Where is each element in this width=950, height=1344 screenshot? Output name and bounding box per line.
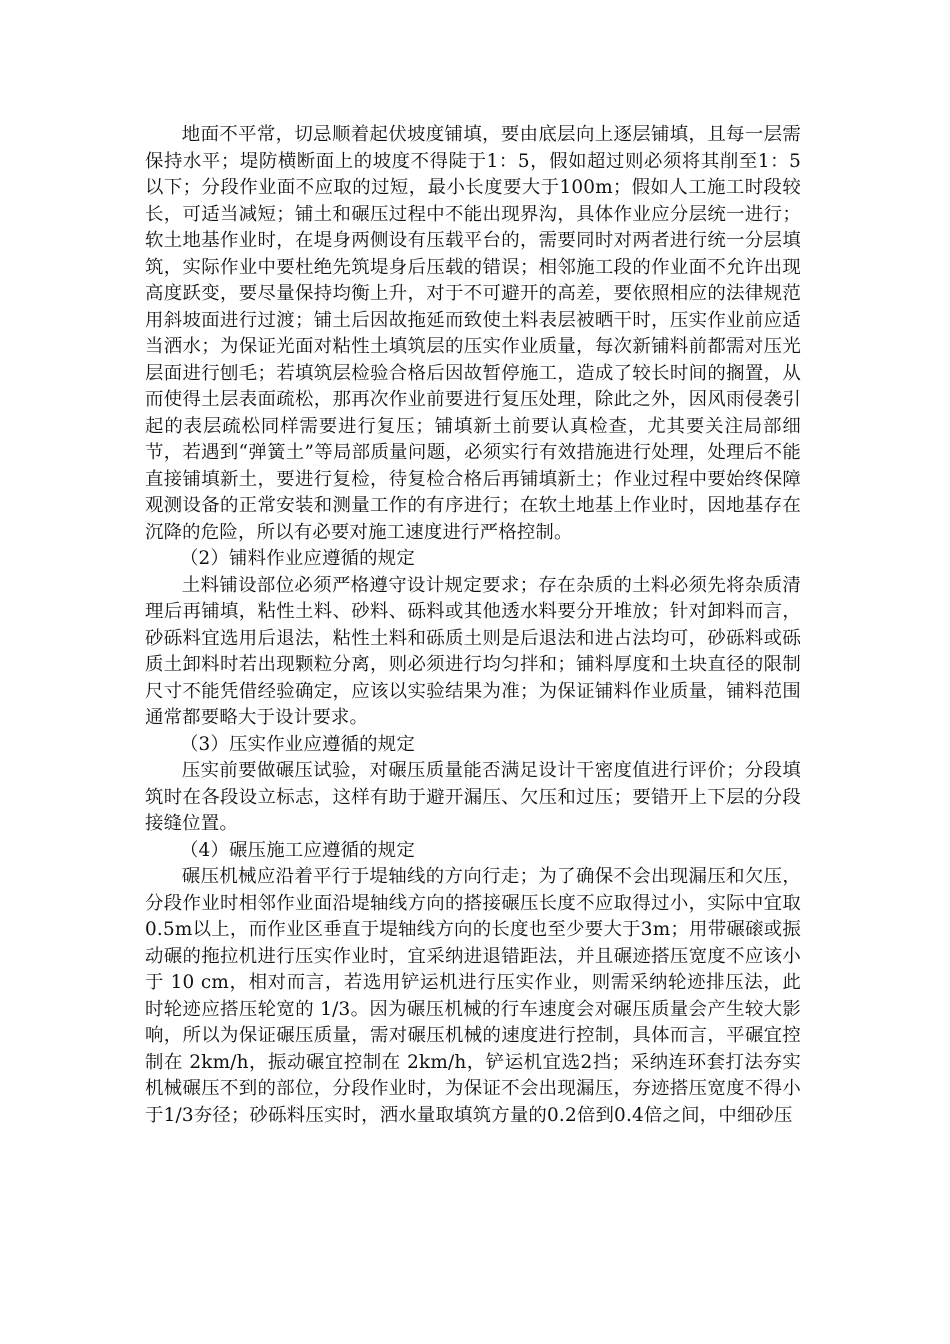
body-paragraph-1: 地面不平常，切忌顺着起伏坡度铺填，要由底层向上逐层铺填，且每一层需保持水平；堤防横断面上的坡度不得陡于1：5，假如超过则必须将其削至1：5以下；分段作业面不应取的过短，最小长度要大于100m；假如人工施工时段较长，可适当减短；铺土和碾压过程中不能出现界沟，具体作业应分层统一进行；软土地基作业时，在堤身两侧设有压载平台的，需要同时对两者进行统一分层填筑，实际作业中要杜绝先筑堤身后压载的错误；相邻施工段的作业面不允许出现高度跃变，要尽量保持均衡上升，对于不可避开的高差，要依照相应的法律规范用斜坡面进行过渡；铺土后因故拖延而致使土料表层被晒干时，压实作业前应适当洒水；为保证光面对粘性土填筑层的压实作业质量，每次新铺料前都需对压光层面进行刨毛；若填筑层检验合格后因故暂停施工，造成了较长时间的搁置，从而使得土层表面疏松，那再次作业前要进行复压处理，除此之外，因风雨侵袭引起的表层疏松同样需要进行复压；铺填新土前要认真检查，尤其要关注局部细节，若遇到“弹簧土”等局部质量问题，必须实行有效措施进行处理，处理后不能直接铺填新土，要进行复检，待复检合格后再铺填新土；作业过程中要始终保障观测设备的正常安装和测量工作的有序进行；在软土地基上作业时，因地基存在沉降的危险，所以有必要对施工速度进行严格控制。 bbox=[145, 124, 801, 543]
body-paragraph-3: 压实前要做碾压试验，对碾压质量能否满足设计干密度值进行评价；分段填筑时在各段设立标志，这样有助于避开漏压、欠压和过压；要错开上下层的分段接缝位置。 bbox=[145, 760, 801, 834]
body-paragraph-2: 土料铺设部位必须严格遵守设计规定要求；存在杂质的土料必须先将杂质清理后再铺填，粘性土料、砂料、砾料或其他透水料要分开堆放；针对卸料而言， 砂砾料宜选用后退法，粘性土料和砾质土则是后退法和进占法均可，砂砾料或砾质土卸料时若出现颗粒分离，则必须进行均匀拌和；铺料厚度和土块直径的限制尺寸不能凭借经验确定，应该以实验结果为准；为保证铺料作业质量，铺料范围通常都要略大于设计要求。 bbox=[145, 574, 801, 728]
section-heading-2: （2）铺料作业应遵循的规定 bbox=[179, 548, 415, 569]
section-heading-4: （4）碾压施工应遵循的规定 bbox=[179, 839, 415, 861]
document-page bbox=[145, 122, 801, 1129]
section-heading-3: （3）压实作业应遵循的规定 bbox=[179, 733, 415, 755]
body-paragraph-4: 碾压机械应沿着平行于堤轴线的方向行走；为了确保不会出现漏压和欠压，分段作业时相邻作业面沿堤轴线方向的搭接碾压长度不应取得过小，实际中宜取0.5m以上，而作业区垂直于堤轴线方向的长度也至少要大于3m；用带碾磙或振动碾的拖拉机进行压实作业时，宜采纳进退错距法，并且碾迹搭压宽度不应该小于 10 cm，相对而言，若选用铲运机进行压实作业，则需采纳轮迹排压法，此时轮迹应搭压轮宽的 1/3。因为碾压机械的行车速度会对碾压质量会产生较大影响，所以为保证碾压质量，需对碾压机械的速度进行控制，具体而言，平碾宜控制在 2km/h，振动碾宜控制在 2km/h，铲运机宜选2挡；采纳连环套打法夯实机械碾压不到的部位，分段作业时，为保证不会出现漏压，夯迹搭压宽度不得小于1/3夯径；砂砾料压实时，洒水量取填筑方量的0.2倍到0.4倍之间，中细砂压 bbox=[145, 866, 801, 1126]
